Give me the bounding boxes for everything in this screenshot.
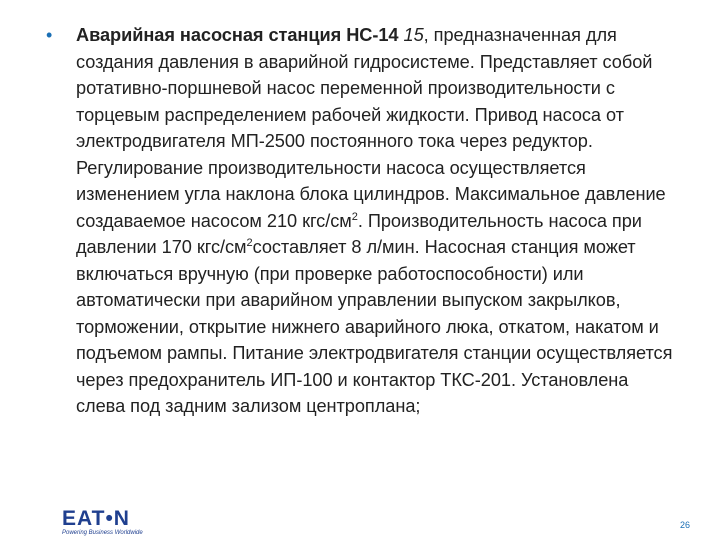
logo-tagline: Powering Business Worldwide <box>62 530 143 536</box>
slide-content <box>44 22 684 420</box>
logo-wordmark: EAT•N <box>62 507 130 530</box>
bullet-item <box>44 22 684 420</box>
bullet-text <box>76 22 676 420</box>
superscript-2: 2 <box>246 237 253 249</box>
page-number: 26 <box>679 520 690 530</box>
eaton-logo <box>62 508 162 538</box>
bullet-text-part-3: составляет 8 л/мин. Насосная станция может включаться вручную (при проверке работоспособности) или автоматически при аварийном управлении выпуском закрылков, торможении, открытие нижнего аварийного люка, откатом, накатом и подъемом рампы. Питание электродвигателя станции осуществляется через предохранитель ИП-100 и контактор ТКС-201. Установлена слева под задним зализом центроплана; <box>76 237 673 416</box>
bullet-italic-number: 15 <box>403 25 424 45</box>
bullet-text-part-2: . Производительность насоса при давлении 170 кгс/см <box>76 210 642 257</box>
bullet-text-part-1: , предназначенная для создания давления в аварийной гидросистеме. Представляет собой ротативно-поршневой насос переменной производительности с торцевым распределением рабочей жидкости. Привод насоса от электродвигателя МП-2500 постоянного тока через редуктор. Регулирование производительности насоса осуществляется изменением угла наклона блока цилиндров. Максимальное давление создаваемое насосом 210 кгс/см <box>76 25 666 231</box>
bullet-marker: • <box>46 25 53 45</box>
superscript-1: 2 <box>351 210 358 223</box>
bullet-lead-bold: Аварийная насосная станция НС-14 <box>76 25 399 45</box>
